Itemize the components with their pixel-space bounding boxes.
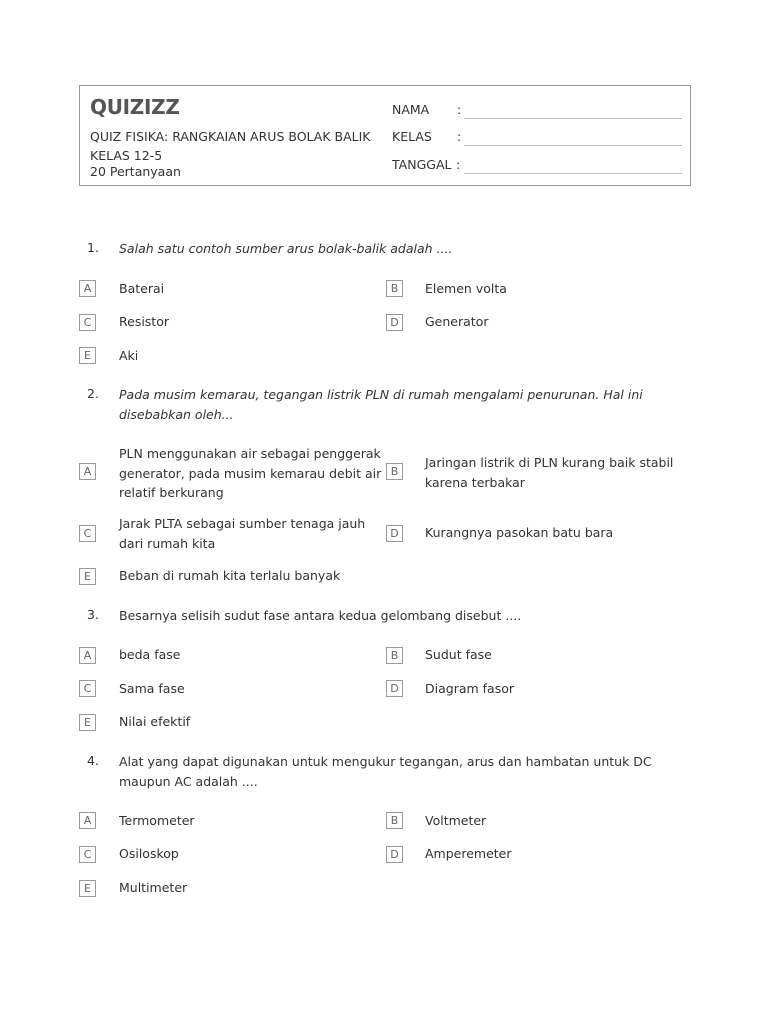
option-letter-a[interactable]: A — [79, 463, 96, 480]
option-letter-e[interactable]: E — [79, 347, 96, 364]
option-letter-e[interactable]: E — [79, 568, 96, 585]
option-text-e[interactable]: Aki — [119, 348, 139, 363]
option-text-d[interactable]: Kurangnya pasokan batu bara — [425, 525, 614, 540]
question-text: Pada musim kemarau, tegangan listrik PLN di rumah mengalami penurunan. Hal ini disebabkan oleh... — [119, 387, 643, 422]
option-letter-a[interactable]: A — [79, 647, 96, 664]
quiz-header — [79, 85, 691, 186]
option-letter-a[interactable]: A — [79, 280, 96, 297]
option-letter-c[interactable]: C — [79, 314, 96, 331]
option-letter-c[interactable]: C — [79, 525, 96, 542]
option-letter-b[interactable]: B — [386, 647, 403, 664]
option-text-a[interactable]: Baterai — [119, 281, 165, 296]
class-label: KELAS — [392, 129, 432, 144]
option-text-a[interactable]: Termometer — [119, 813, 195, 828]
date-colon: : — [456, 157, 461, 172]
option-letter-b[interactable]: B — [386, 280, 403, 297]
option-text-b[interactable]: Voltmeter — [425, 813, 487, 828]
option-text-d[interactable]: Generator — [425, 314, 489, 329]
option-letter-b[interactable]: B — [386, 463, 403, 480]
name-label: NAMA — [392, 102, 430, 117]
option-text-c[interactable]: Sama fase — [119, 681, 185, 696]
option-letter-e[interactable]: E — [79, 714, 96, 731]
option-text-d[interactable]: Amperemeter — [425, 846, 512, 861]
question-text: Alat yang dapat digunakan untuk mengukur tegangan, arus dan hambatan untuk DC maupun AC adalah .... — [119, 754, 652, 789]
option-letter-d[interactable]: D — [386, 680, 403, 697]
option-letter-b[interactable]: B — [386, 812, 403, 829]
option-text-b[interactable]: Jaringan listrik di PLN kurang baik stabil karena terbakar — [425, 455, 674, 490]
option-text-e[interactable]: Beban di rumah kita terlalu banyak — [119, 568, 341, 583]
option-letter-d[interactable]: D — [386, 525, 403, 542]
question-text: Besarnya selisih sudut fase antara kedua gelombang disebut .... — [119, 608, 522, 623]
option-text-b[interactable]: Elemen volta — [425, 281, 507, 296]
question-number: 3. — [87, 607, 99, 622]
option-letter-e[interactable]: E — [79, 880, 96, 897]
option-letter-c[interactable]: C — [79, 846, 96, 863]
name-line[interactable] — [464, 118, 682, 119]
option-text-c[interactable]: Jarak PLTA sebagai sumber tenaga jauh dari rumah kita — [119, 516, 366, 551]
option-letter-a[interactable]: A — [79, 812, 96, 829]
question-number: 1. — [87, 240, 99, 255]
question-text: Salah satu contoh sumber arus bolak-balik adalah .... — [119, 241, 453, 256]
option-text-a[interactable]: beda fase — [119, 647, 181, 662]
option-text-c[interactable]: Osiloskop — [119, 846, 179, 861]
option-text-b[interactable]: Sudut fase — [425, 647, 492, 662]
class-colon: : — [457, 129, 462, 144]
option-letter-c[interactable]: C — [79, 680, 96, 697]
question-count: 20 Pertanyaan — [90, 164, 181, 179]
date-line[interactable] — [464, 173, 682, 174]
quiz-class: KELAS 12-5 — [90, 148, 163, 163]
option-text-c[interactable]: Resistor — [119, 314, 169, 329]
date-label: TANGGAL — [392, 157, 452, 172]
option-letter-d[interactable]: D — [386, 846, 403, 863]
option-letter-d[interactable]: D — [386, 314, 403, 331]
class-line[interactable] — [464, 145, 682, 146]
option-text-a[interactable]: PLN menggunakan air sebagai penggerak generator, pada musim kemarau debit air relatif berkurang — [119, 446, 382, 500]
option-text-e[interactable]: Nilai efektif — [119, 714, 191, 729]
option-text-e[interactable]: Multimeter — [119, 880, 188, 895]
option-text-d[interactable]: Diagram fasor — [425, 681, 515, 696]
name-colon: : — [457, 102, 462, 117]
quizizz-logo: QUIZIZZ — [90, 95, 180, 119]
question-number: 2. — [87, 386, 99, 401]
quiz-title: QUIZ FISIKA: RANGKAIAN ARUS BOLAK BALIK — [90, 129, 371, 144]
question-number: 4. — [87, 753, 99, 768]
